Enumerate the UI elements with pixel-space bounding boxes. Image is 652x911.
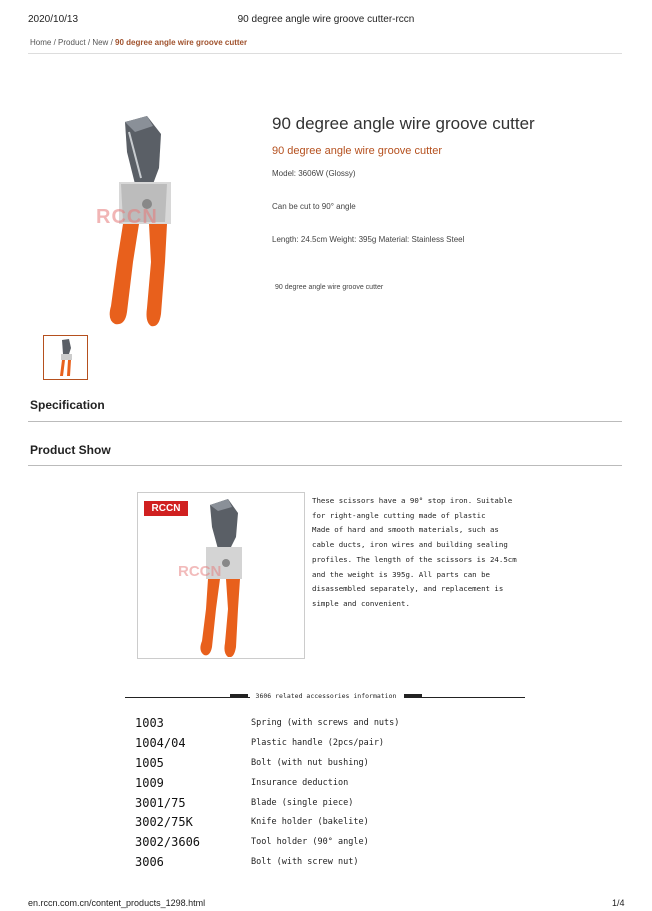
watermark-logo: RCCN [96, 206, 158, 228]
rccn-logo: RCCN [144, 501, 188, 516]
accessories-rule-right [404, 697, 525, 698]
specification-heading: Specification [30, 398, 105, 412]
description-line: profiles. The length of the scissors is 24.5cm [312, 554, 517, 564]
description-line: cable ducts, iron wires and building sealing [312, 540, 508, 550]
product-description [312, 494, 527, 612]
product-subtitle: 90 degree angle wire groove cutter [272, 145, 442, 157]
product-show-divider [28, 465, 622, 466]
accessory-desc: Bolt (with screw nut) [251, 857, 359, 867]
description-line: disassembled separately, and replacement is [312, 584, 504, 594]
print-date: 2020/10/13 [28, 14, 79, 25]
accessory-desc: Blade (single piece) [251, 798, 354, 808]
specification-divider [28, 421, 622, 422]
description-line: for right-angle cutting made of plastic [312, 510, 486, 520]
breadcrumb-current: 90 degree angle wire groove cutter [115, 38, 248, 47]
breadcrumb-divider [28, 53, 622, 54]
breadcrumb-separator: / [110, 38, 113, 47]
watermark-logo: RCCN [178, 563, 222, 580]
product-show-heading: Product Show [30, 443, 111, 457]
accessory-code: 1003 [135, 716, 164, 730]
accessories-heading: 3606 related accessories information [255, 692, 397, 700]
product-show-image [137, 492, 305, 659]
accessory-code: 1009 [135, 776, 164, 790]
accessory-desc: Tool holder (90° angle) [251, 837, 369, 847]
description-line: These scissors have a 90° stop iron. Suitable [312, 496, 513, 505]
breadcrumb-product-link[interactable]: Product [58, 38, 86, 47]
breadcrumb-separator: / [53, 38, 56, 47]
breadcrumb-home-link[interactable]: Home [30, 38, 52, 47]
breadcrumb-separator: / [87, 38, 91, 47]
accessory-desc: Plastic handle (2pcs/pair) [251, 738, 385, 748]
accessory-code: 1005 [135, 756, 164, 770]
accessory-desc: Insurance deduction [251, 778, 349, 788]
breadcrumb [30, 38, 247, 47]
accessories-rule-block-left [230, 694, 248, 698]
product-feature: Can be cut to 90° angle [272, 202, 356, 211]
page-header-title: 90 degree angle wire groove cutter-rccn [237, 14, 415, 25]
accessory-code: 3006 [135, 855, 164, 869]
breadcrumb-new-link[interactable]: New [92, 38, 109, 47]
product-thumbnail[interactable] [43, 335, 88, 380]
accessory-code: 1004/04 [135, 736, 186, 750]
accessory-desc: Spring (with screws and nuts) [251, 718, 400, 728]
product-caption: 90 degree angle wire groove cutter [275, 284, 384, 291]
footer-url: en.rccn.com.cn/content_products_1298.html [28, 898, 206, 908]
description-line: Made of hard and smooth materials, such as [312, 525, 499, 535]
accessory-code: 3001/75 [135, 796, 186, 810]
product-title: 90 degree angle wire groove cutter [272, 114, 535, 133]
product-model: Model: 3606W (Glossy) [272, 169, 356, 178]
accessory-code: 3002/75K [135, 815, 193, 829]
description-line: and the weight is 395g. All parts can be [312, 569, 490, 579]
accessory-desc: Knife holder (bakelite) [251, 817, 369, 827]
page-number: 1/4 [612, 898, 625, 908]
accessory-desc: Bolt (with nut bushing) [251, 758, 369, 768]
product-specs: Length: 24.5cm Weight: 395g Material: Stainless Steel [272, 235, 465, 244]
accessory-code: 3002/3606 [135, 835, 201, 849]
description-line: simple and convenient. [312, 598, 410, 608]
